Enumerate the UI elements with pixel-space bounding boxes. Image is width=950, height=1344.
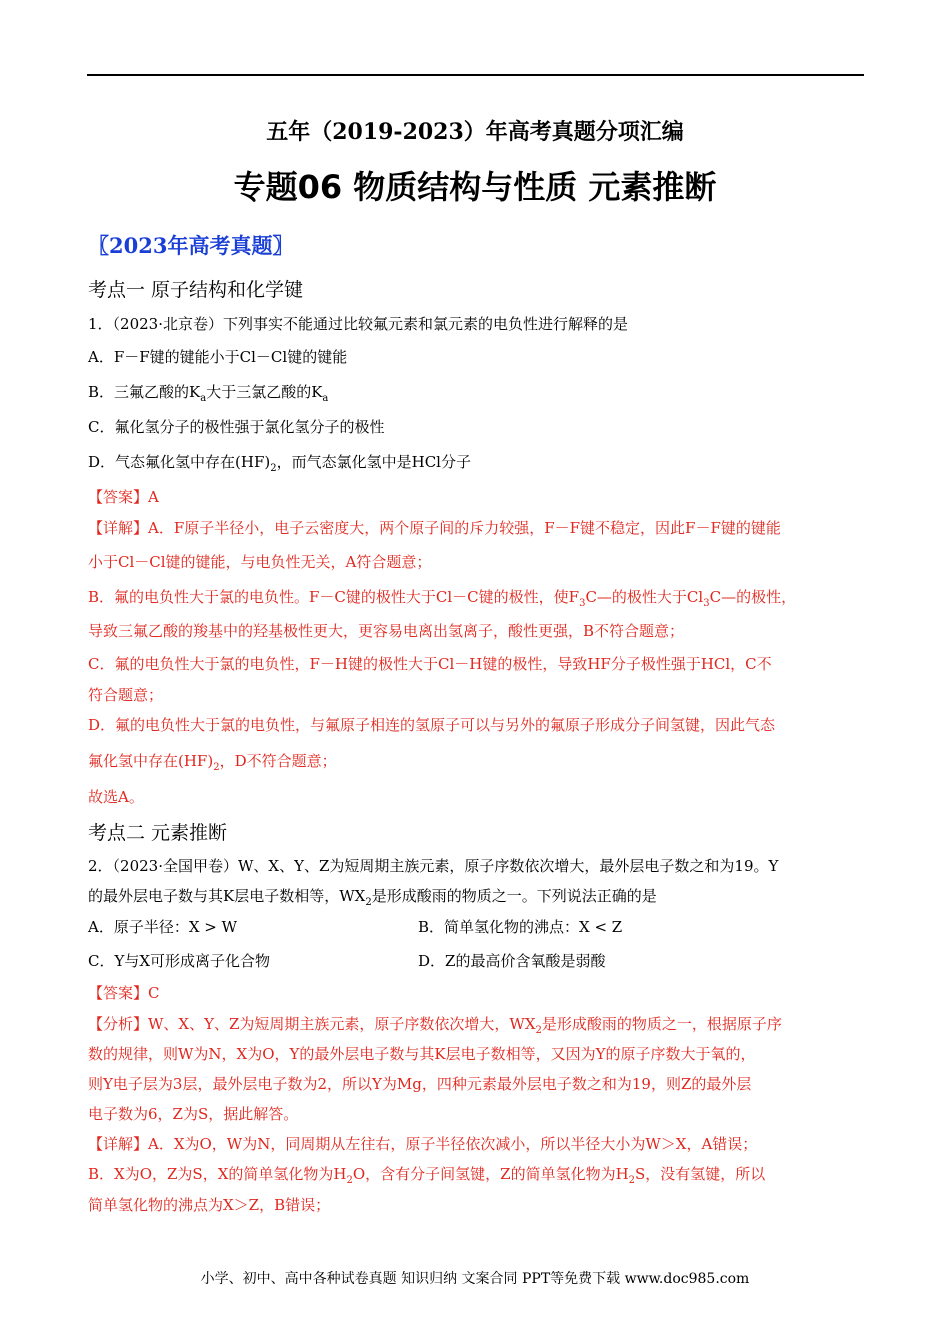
q2-analysis-line: 电子数为6，Z为S，据此解答。	[88, 1105, 299, 1123]
q1-explanation-line: 小于Cl－Cl键的键能，与电负性无关，A符合题意；	[88, 553, 432, 571]
q2-detail-line: 简单氢化物的沸点为X＞Z，B错误；	[88, 1196, 331, 1214]
q2-answer: 【答案】C	[88, 984, 160, 1002]
q1-explanation-line: D．氟的电负性大于氯的电负性，与氟原子相连的氢原子可以与另外的氟原子形成分子间氢键，因此气态	[88, 716, 776, 734]
q1-explanation-line: C．氟的电负性大于氯的电负性，F－H键的极性大于Cl－H键的极性，导致HF分子极性强于HCl，C不	[88, 655, 772, 673]
q1-explanation-line: 符合题意；	[88, 686, 164, 704]
q1-explanation-line: B．氟的电负性大于氯的电负性。F－C键的极性大于Cl－C键的极性，使$F_3C—$的极性大于$Cl_3C—$的极性，	[88, 588, 797, 609]
q2-analysis-line: 【分析】W、X、Y、Z为短周期主族元素，原子序数依次增大，$WX_2$是形成酸雨的物质之一，根据原子序	[88, 1015, 782, 1036]
q2-option-c: C．Y与X可形成离子化合物	[88, 952, 271, 970]
q2-option-a: A．原子半径：X > W	[88, 918, 238, 936]
q2-detail-line: 【详解】A．X为O，W为N，同周期从左往右，原子半径依次减小，所以半径大小为W＞X，A错误；	[88, 1135, 758, 1153]
page-footer: 小学、初中、高中各种试卷真题 知识归纳 文案合同 PPT等免费下载 www.doc985.com	[200, 1271, 750, 1287]
q1-option-c: C．氟化氢分子的极性强于氯化氢分子的极性	[88, 418, 385, 436]
q2-analysis-line: 则Y电子层为3层，最外层电子数为2，所以Y为Mg，四种元素最外层电子数之和为19，则Z的最外层	[88, 1075, 752, 1093]
q1-explanation-line: 氟化氢中存在$(HF)_2$，D不符合题意；	[88, 752, 337, 773]
section-heading: 〖2023年高考真题〗	[88, 233, 294, 258]
q1-option-a: A．F－F键的键能小于Cl－Cl键的键能	[88, 348, 348, 366]
q1-explanation-line: 故选A。	[88, 788, 144, 806]
q2-analysis-line: 数的规律，则W为N，X为O，Y的最外层电子数与其K层电子数相等，又因为Y的原子序数大于氧的，	[88, 1045, 756, 1063]
q1-explanation-line: 【详解】A．F原子半径小，电子云密度大，两个原子间的斥力较强，F－F键不稳定，因此F－F键的键能	[88, 519, 781, 537]
q1-answer: 【答案】A	[88, 488, 159, 506]
q1-explanation-line: 导致三氟乙酸的羧基中的羟基极性更大，更容易电离出氢离子，酸性更强，B不符合题意；	[88, 622, 685, 640]
kp1-heading: 考点一 原子结构和化学键	[88, 279, 304, 301]
top-rule	[87, 74, 864, 76]
q2-option-b: B．简单氢化物的沸点：X < Z	[418, 918, 623, 936]
q1-option-b: B．三氟乙酸的$K_a$大于三氯乙酸的$K_a$	[88, 383, 329, 404]
q2-stem: 的最外层电子数与其K层电子数相等，$WX_2$是形成酸雨的物质之一。下列说法正确的是	[88, 887, 657, 908]
q1-stem: 1．（2023·北京卷）下列事实不能通过比较氟元素和氯元素的电负性进行解释的是	[88, 315, 628, 333]
document-title: 五年（2019-2023）年高考真题分项汇编	[266, 119, 684, 145]
q1-option-d: D．气态氟化氢中存在$(HF)_2$，而气态氯化氢中是HCl分子	[88, 453, 471, 474]
q2-detail-line: B．X为O，Z为S，X的简单氢化物为$H_2O$，含有分子间氢键，Z的简单氢化物为$H_2S$，没有氢键，所以	[88, 1165, 766, 1186]
q2-stem: 2．（2023·全国甲卷）W、X、Y、Z为短周期主族元素，原子序数依次增大，最外层电子数之和为19。Y	[88, 857, 779, 875]
document-subtitle: 专题06 物质结构与性质 元素推断	[233, 168, 717, 206]
kp2-heading: 考点二 元素推断	[88, 822, 228, 844]
q2-option-d: D．Z的最高价含氧酸是弱酸	[418, 952, 606, 970]
